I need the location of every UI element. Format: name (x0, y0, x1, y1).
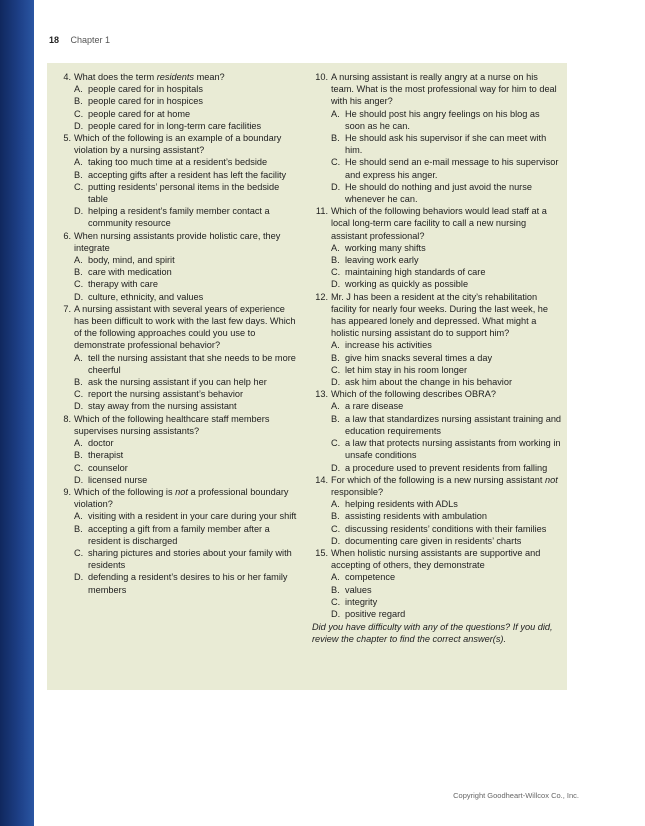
option-letter: A. (331, 340, 340, 351)
option-text: working as quickly as possible (345, 279, 469, 290)
page-number: 18 (49, 35, 60, 45)
option-text: taking too much time at a resident’s bedside (88, 157, 268, 168)
answer-option (53, 83, 299, 95)
question-number: 13. (315, 389, 328, 400)
option-text: discussing residents’ conditions with their families (345, 523, 547, 534)
option-text: counselor (88, 462, 128, 473)
question-text (74, 71, 299, 83)
question-item (53, 132, 299, 230)
option-text: people cared for in long-term care facilities (88, 120, 262, 131)
question-text (331, 547, 562, 571)
question-number: 11. (315, 206, 328, 217)
option-text: therapy with care (88, 279, 158, 290)
option-letter: B. (331, 133, 340, 144)
answer-option (53, 108, 299, 120)
running-header (49, 35, 110, 45)
question-text (74, 486, 299, 510)
answer-option (310, 413, 562, 437)
question-number: 12. (315, 291, 328, 302)
option-text: people cared for at home (88, 108, 191, 119)
question-item (310, 71, 562, 205)
question-item (310, 474, 562, 547)
option-text: people cared for in hospices (88, 96, 203, 107)
question-text (74, 413, 299, 437)
answer-option (310, 278, 562, 290)
question-item (53, 303, 299, 413)
answer-option (53, 278, 299, 290)
answer-option (310, 376, 562, 388)
answer-option (310, 584, 562, 596)
answer-option (53, 254, 299, 266)
question-text-part: a professional boundary violation? (74, 486, 289, 510)
answer-option (53, 205, 299, 229)
option-letter: D. (74, 401, 84, 412)
answer-option (53, 95, 299, 107)
answer-option (310, 352, 562, 364)
option-text: documenting care given in residents’ charts (345, 535, 522, 546)
option-text: a rare disease (345, 401, 404, 412)
option-text: maintaining high standards of care (345, 267, 486, 278)
question-stem (53, 413, 299, 437)
answer-option (53, 547, 299, 571)
chapter-label: Chapter 1 (70, 35, 111, 45)
question-number: 8. (63, 413, 71, 424)
question-text (331, 71, 562, 108)
answer-option (310, 498, 562, 510)
option-text: integrity (345, 596, 378, 607)
question-number: 6. (63, 230, 71, 241)
option-text: working many shifts (345, 242, 426, 253)
answer-option (53, 156, 299, 168)
option-text: tell the nursing assistant that she needs to be more cheerful (88, 352, 296, 375)
question-stem (310, 205, 562, 242)
question-item (53, 71, 299, 132)
option-letter: D. (331, 608, 341, 619)
option-letter: A. (74, 157, 83, 168)
option-letter: B. (74, 169, 83, 180)
option-letter: C. (74, 462, 84, 473)
option-letter: A. (74, 84, 83, 95)
option-letter: D. (74, 291, 84, 302)
option-letter: C. (331, 267, 341, 278)
option-letter: C. (74, 279, 84, 290)
answer-option (310, 523, 562, 535)
answer-option (53, 376, 299, 388)
question-stem (310, 71, 562, 108)
question-text-part: When holistic nursing assistants are supportive and accepting of others, they demonstrate (331, 547, 541, 571)
option-letter: D. (74, 474, 84, 485)
option-letter: B. (331, 511, 340, 522)
option-letter: A. (331, 572, 340, 583)
question-item (53, 230, 299, 303)
option-letter: B. (331, 255, 340, 266)
option-letter: C. (331, 438, 341, 449)
question-text (331, 291, 562, 340)
answer-option (310, 535, 562, 547)
answer-option (53, 449, 299, 461)
question-text-part: When nursing assistants provide holistic care, they integrate (74, 230, 281, 253)
option-letter: B. (74, 377, 83, 388)
question-number: 14. (315, 474, 328, 485)
question-text-part: Which of the following is (74, 486, 176, 497)
question-item (310, 291, 562, 389)
question-stem (310, 474, 562, 498)
question-number: 7. (63, 303, 71, 314)
option-text: therapist (88, 450, 124, 461)
option-letter: B. (331, 413, 340, 424)
answer-option (310, 156, 562, 180)
option-letter: A. (74, 255, 83, 266)
option-text: helping a resident’s family member contact a community resource (88, 206, 270, 229)
answer-option (310, 510, 562, 522)
answer-option (53, 510, 299, 522)
option-text: positive regard (345, 608, 406, 619)
question-item (310, 205, 562, 290)
answer-option (310, 596, 562, 608)
question-stem (53, 71, 299, 83)
option-letter: B. (74, 450, 83, 461)
question-text-part: Mr. J has been a resident at the city’s rehabilitation facility for nearly four weeks. During the last week, he has appeared lonely and depressed. What might a holistic nursing assistant do to support him? (331, 291, 549, 339)
option-text: care with medication (88, 267, 172, 278)
option-text: let him stay in his room longer (345, 364, 468, 375)
answer-option (53, 352, 299, 376)
option-text: increase his activities (345, 340, 432, 351)
option-letter: D. (331, 535, 341, 546)
option-letter: A. (74, 352, 83, 363)
option-letter: B. (74, 96, 83, 107)
option-text: putting residents’ personal items in the bedside table (88, 181, 280, 205)
option-letter: B. (331, 352, 340, 363)
answer-option (310, 181, 562, 205)
answer-option (53, 291, 299, 303)
option-letter: C. (74, 108, 84, 119)
closing-note: Did you have difficulty with any of the questions? If you did, review the chapter to find the correct answer(s). (312, 622, 553, 645)
option-letter: D. (74, 206, 84, 217)
answer-option (53, 571, 299, 595)
answer-option (53, 462, 299, 474)
option-text: leaving work early (345, 255, 419, 266)
left-question-column (53, 71, 299, 596)
question-stem (310, 291, 562, 340)
option-text: He should ask his supervisor if she can meet with him. (345, 133, 547, 156)
option-text: ask the nursing assistant if you can help her (88, 377, 267, 388)
review-questions-panel (47, 63, 567, 690)
option-letter: C. (74, 389, 84, 400)
question-number: 15. (315, 547, 328, 558)
option-letter: D. (74, 120, 84, 131)
option-text: doctor (88, 438, 114, 449)
option-text: body, mind, and spirit (88, 255, 175, 266)
question-number: 5. (63, 133, 71, 144)
question-number: 10. (315, 72, 328, 82)
answer-option (310, 242, 562, 254)
option-letter: C. (74, 181, 84, 192)
emphasis-text: residents (156, 72, 195, 82)
option-text: competence (345, 572, 396, 583)
question-text-part: Which of the following behaviors would lead staff at a local long-term care facility to call a new nursing assistant professional? (331, 206, 547, 241)
question-number: 4. (63, 72, 71, 82)
answer-option (53, 437, 299, 449)
question-text (74, 132, 299, 156)
question-text (331, 388, 562, 400)
answer-option (310, 437, 562, 461)
option-letter: C. (331, 364, 341, 375)
question-text-part: What does the term (74, 72, 157, 82)
answer-option (310, 571, 562, 583)
option-text: He should send an e-mail message to his supervisor and express his anger. (345, 157, 559, 180)
question-text-part: For which of the following is a new nursing assistant (331, 474, 545, 485)
option-text: accepting a gift from a family member after a resident is discharged (88, 523, 270, 546)
option-letter: C. (331, 157, 341, 168)
answer-option (310, 462, 562, 474)
option-letter: A. (331, 499, 340, 510)
option-text: defending a resident’s desires to his or her family members (88, 572, 288, 595)
right-question-list (310, 71, 562, 620)
question-text-part: responsible? (331, 486, 384, 497)
answer-option (53, 266, 299, 278)
answer-option (53, 474, 299, 486)
option-text: give him snacks several times a day (345, 352, 493, 363)
question-text (74, 230, 299, 254)
option-letter: A. (331, 242, 340, 253)
option-text: He should do nothing and just avoid the nurse whenever he can. (345, 181, 532, 205)
answer-option (310, 339, 562, 351)
option-text: culture, ethnicity, and values (88, 291, 204, 302)
option-text: visiting with a resident in your care during your shift (88, 511, 297, 522)
answer-option (53, 523, 299, 547)
answer-option (53, 181, 299, 205)
right-question-column (310, 71, 562, 646)
question-stem (310, 388, 562, 400)
option-text: people cared for in hospitals (88, 84, 203, 95)
option-text: helping residents with ADLs (345, 499, 458, 510)
option-letter: A. (331, 108, 340, 119)
option-letter: B. (74, 523, 83, 534)
answer-option (310, 108, 562, 132)
answer-option (310, 266, 562, 278)
option-text: values (345, 584, 372, 595)
option-letter: C. (331, 523, 341, 534)
answer-option (53, 388, 299, 400)
option-letter: A. (74, 438, 83, 449)
question-item (310, 388, 562, 473)
option-letter: B. (74, 267, 83, 278)
option-letter: D. (331, 462, 341, 473)
copyright-footer: Copyright Goodheart-Willcox Co., Inc. (453, 791, 579, 800)
emphasis-text: not (544, 474, 558, 485)
option-text: report the nursing assistant’s behavior (88, 389, 244, 400)
question-text-part: Which of the following describes OBRA? (331, 389, 496, 400)
question-text-part: Which of the following healthcare staff members supervises nursing assistants? (74, 413, 270, 436)
option-text: He should post his angry feelings on his blog as soon as he can. (345, 108, 540, 131)
question-item (53, 486, 299, 596)
option-text: assisting residents with ambulation (345, 511, 487, 522)
answer-option (310, 608, 562, 620)
question-stem (53, 303, 299, 352)
option-text: a law that standardizes nursing assistant training and education requirements (345, 413, 562, 436)
option-letter: B. (331, 584, 340, 595)
question-text (331, 205, 562, 242)
answer-option (310, 400, 562, 412)
question-text (331, 474, 562, 498)
option-text: stay away from the nursing assistant (88, 401, 237, 412)
question-stem (310, 547, 562, 571)
option-letter: A. (74, 511, 83, 522)
option-letter: D. (74, 572, 84, 583)
question-item (53, 413, 299, 486)
answer-option (53, 400, 299, 412)
answer-option (53, 120, 299, 132)
question-item (310, 547, 562, 620)
option-text: accepting gifts after a resident has left the facility (88, 169, 287, 180)
answer-option (53, 169, 299, 181)
option-text: a procedure used to prevent residents from falling (345, 462, 548, 473)
question-stem (53, 486, 299, 510)
question-number: 9. (63, 486, 71, 497)
question-text-part: Which of the following is an example of a boundary violation by a nursing assistant? (74, 133, 282, 156)
option-text: licensed nurse (88, 474, 148, 485)
question-text-part: A nursing assistant is really angry at a nurse on his team. What is the most professional way for him to deal with his anger? (331, 72, 557, 107)
question-text-part: A nursing assistant with several years of experience has been difficult to work with the last few days. Which of the following approaches could you use to demonstrate professional behavior? (74, 303, 296, 351)
answer-option (310, 364, 562, 376)
question-stem (53, 132, 299, 156)
option-letter: D. (331, 377, 341, 388)
option-letter: C. (74, 547, 84, 558)
option-letter: C. (331, 596, 341, 607)
answer-option (310, 254, 562, 266)
option-text: ask him about the change in his behavior (345, 377, 513, 388)
option-text: sharing pictures and stories about your family with residents (88, 547, 292, 571)
answer-option (310, 132, 562, 156)
question-text-part: mean? (194, 72, 225, 82)
question-stem (53, 230, 299, 254)
option-letter: A. (331, 401, 340, 412)
emphasis-text: not (175, 486, 188, 497)
book-spine-band (0, 0, 34, 826)
question-text (74, 303, 299, 352)
option-letter: D. (331, 181, 341, 192)
option-text: a law that protects nursing assistants from working in unsafe conditions (345, 438, 561, 461)
option-letter: D. (331, 279, 341, 290)
